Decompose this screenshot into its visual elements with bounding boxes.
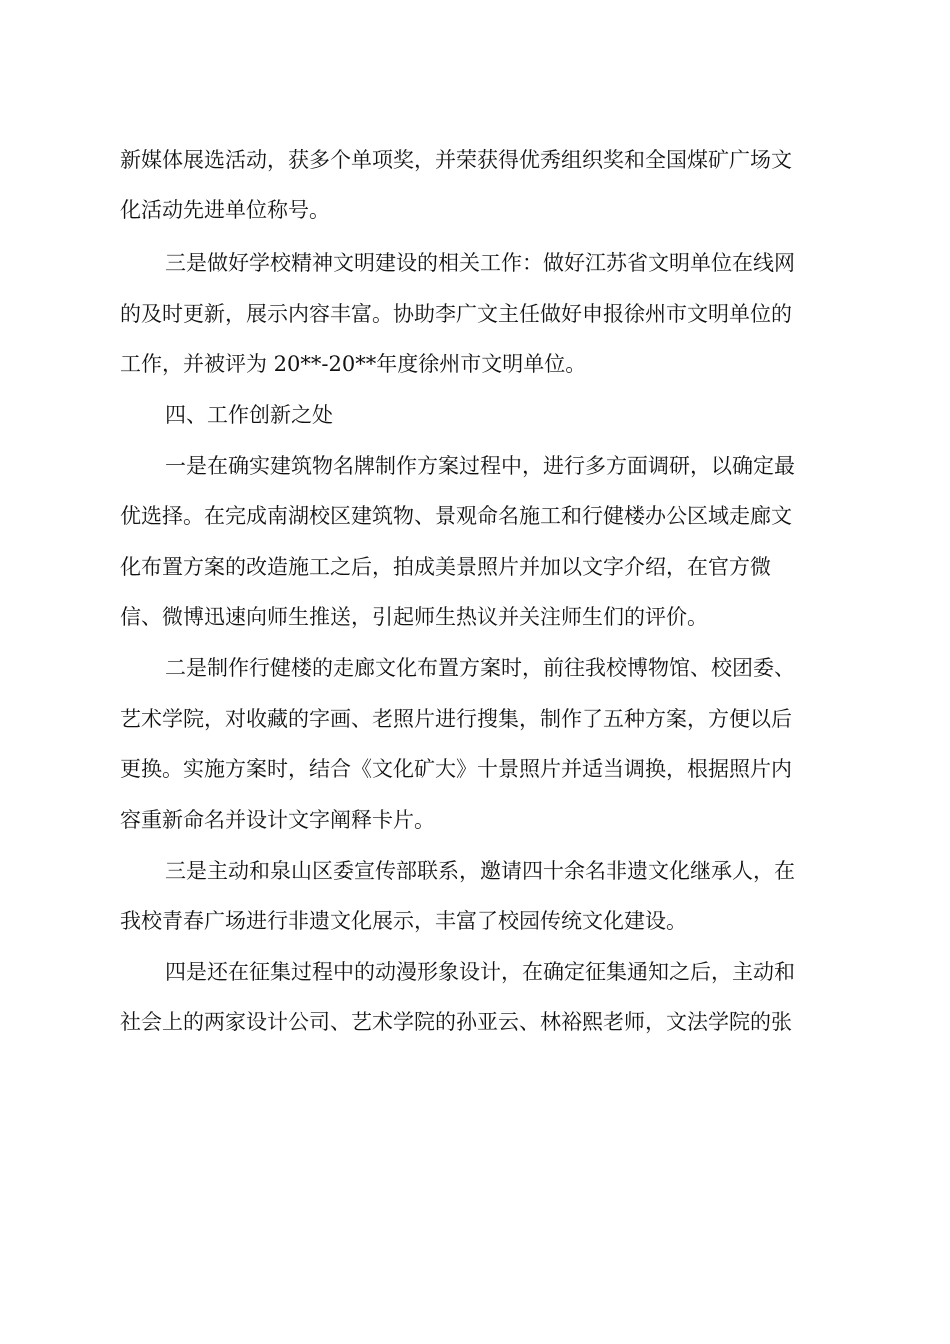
text-line: 的及时更新，展示内容丰富。协助李广文主任做好申报徐州市文明单位的 [120,302,792,326]
text-line: 更换。实施方案时，结合《文化矿大》十景照片并适当调换，根据照片内 [120,757,792,781]
paragraph-start-line: 四是还在征集过程中的动漫形象设计，在确定征集通知之后，主动和 [165,960,795,984]
paragraph-start-line: 三是做好学校精神文明建设的相关工作：做好江苏省文明单位在线网 [165,251,795,275]
paragraph-start-line: 一是在确实建筑物名牌制作方案过程中，进行多方面调研，以确定最 [165,454,795,478]
section-heading: 四、工作创新之处 [165,403,333,427]
text-line: 艺术学院，对收藏的字画、老照片进行搜集，制作了五种方案，方便以后 [120,707,792,731]
paragraph-start-line: 三是主动和泉山区委宣传部联系，邀请四十余名非遗文化继承人，在 [165,859,795,883]
text-line: 我校青春广场进行非遗文化展示，丰富了校园传统文化建设。 [120,909,687,933]
text-line: 优选择。在完成南湖校区建筑物、景观命名施工和行健楼办公区域走廊文 [120,504,792,528]
text-line: 工作，并被评为 20**-20**年度徐州市文明单位。 [120,352,587,376]
text-line: 容重新命名并设计文字阐释卡片。 [120,808,435,832]
text-line: 化活动先进单位称号。 [120,198,330,222]
text-line: 社会上的两家设计公司、艺术学院的孙亚云、林裕熙老师，文法学院的张 [120,1010,792,1034]
text-line: 新媒体展选活动，获多个单项奖，并荣获得优秀组织奖和全国煤矿广场文 [120,148,792,172]
text-line: 信、微博迅速向师生推送，引起师生热议并关注师生们的评价。 [120,605,708,629]
text-line: 化布置方案的改造施工之后，拍成美景照片并加以文字介绍，在官方微 [120,555,771,579]
paragraph-start-line: 二是制作行健楼的走廊文化布置方案时，前往我校博物馆、校团委、 [165,656,795,680]
